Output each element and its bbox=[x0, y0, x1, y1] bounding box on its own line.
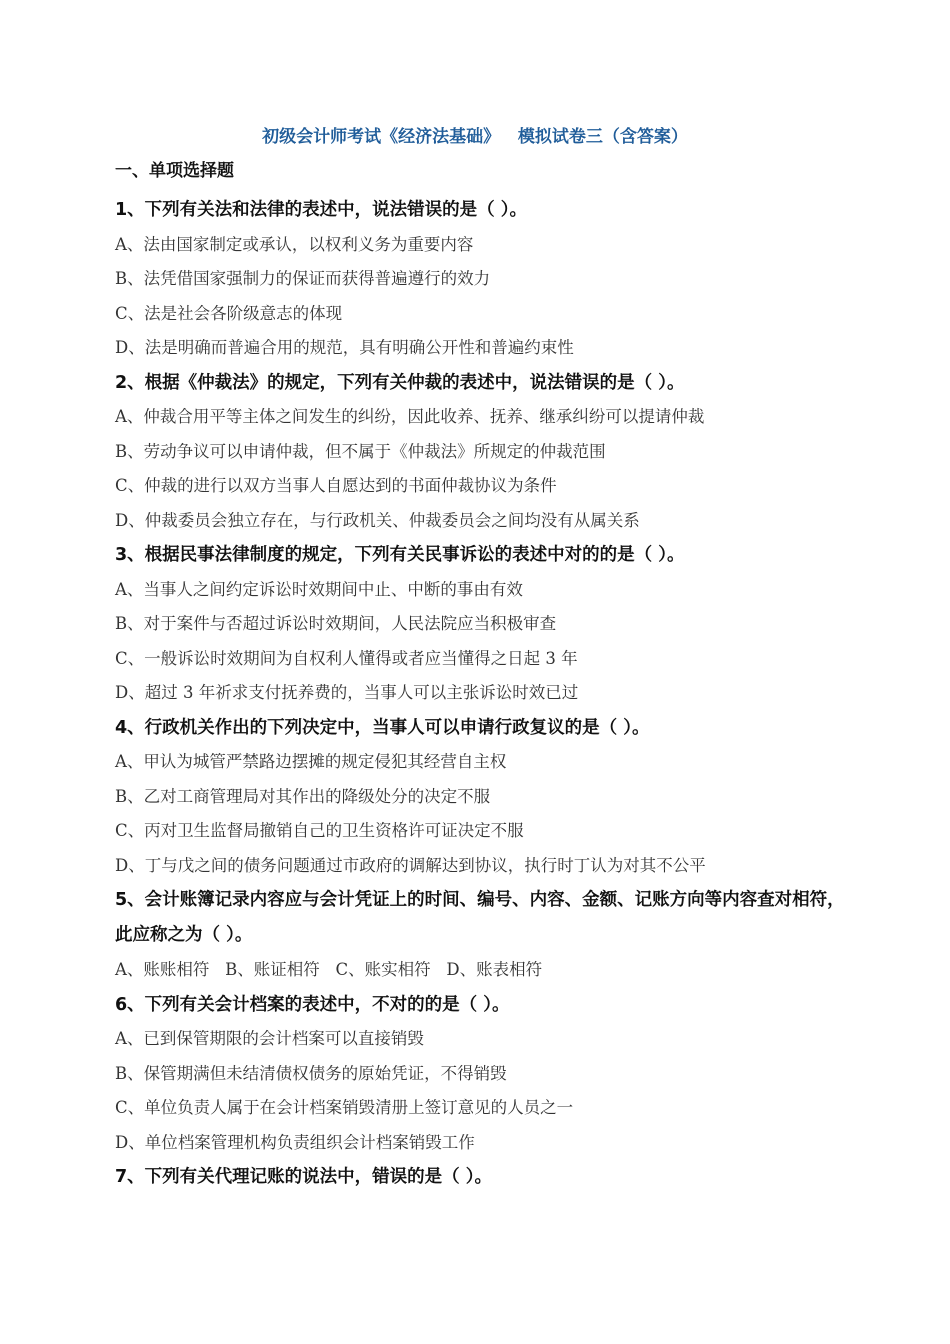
question-stem: 4、行政机关作出的下列决定中，当事人可以申请行政复议的是（ ）。 bbox=[115, 717, 650, 738]
question-option: B、对于案件与否超过诉讼时效期间，人民法院应当积极审查 bbox=[115, 614, 557, 633]
question-option: D、单位档案管理机构负责组织会计档案销毁工作 bbox=[115, 1132, 475, 1152]
question-option: B、法凭借国家强制力的保证而获得普遍遵行的效力 bbox=[115, 269, 491, 288]
question-option: C、丙对卫生监督局撤销自己的卫生资格许可证决定不服 bbox=[115, 821, 524, 840]
question-stem: 6、下列有关会计档案的表述中，不对的的是（ ）。 bbox=[115, 994, 510, 1015]
question-option: D、丁与戊之间的债务问题通过市政府的调解达到协议，执行时丁认为对其不公平 bbox=[115, 855, 706, 875]
question-option: D、超过 3 年祈求支付抚养费的，当事人可以主张诉讼时效已过 bbox=[115, 683, 579, 702]
question-option: A、法由国家制定或承认，以权利义务为重要内容 bbox=[115, 234, 474, 254]
question-stem: 5、会计账簿记录内容应与会计凭证上的时间、编号、内容、金额、记账方向等内容查对相符，此应称之为（ ）。 bbox=[115, 890, 845, 945]
question-option: A、当事人之间约定诉讼时效期间中止、中断的事由有效 bbox=[115, 579, 523, 599]
question-list bbox=[115, 193, 845, 1195]
question-option: C、一般诉讼时效期间为自权利人懂得或者应当懂得之日起 3 年 bbox=[115, 648, 578, 668]
question-option: A、已到保管期限的会计档案可以直接销毁 bbox=[115, 1029, 424, 1048]
question-option: A、账账相符 B、账证相符 C、账实相符 D、账表相符 bbox=[115, 960, 543, 979]
document-title: 初级会计师考试《经济法基础》 模拟试卷三（含答案） bbox=[262, 127, 688, 147]
question-stem: 7、下列有关代理记账的说法中，错误的是（ ）。 bbox=[115, 1167, 493, 1187]
question-option: C、单位负责人属于在会计档案销毁清册上签订意见的人员之一 bbox=[115, 1098, 574, 1117]
question-option: D、仲裁委员会独立存在，与行政机关、仲裁委员会之间均没有从属关系 bbox=[115, 510, 640, 530]
question-stem: 1、下列有关法和法律的表述中，说法错误的是（ ）。 bbox=[115, 200, 528, 220]
question-option: B、劳动争议可以申请仲裁，但不属于《仲裁法》所规定的仲裁范围 bbox=[115, 441, 606, 461]
question-option: D、法是明确而普遍合用的规范，具有明确公开性和普遍约束性 bbox=[115, 338, 574, 357]
question-option: C、法是社会各阶级意志的体现 bbox=[115, 303, 343, 323]
question-option: B、乙对工商管理局对其作出的降级处分的决定不服 bbox=[115, 786, 491, 806]
section-heading: 一、单项选择题 bbox=[115, 161, 234, 181]
question-option: C、仲裁的进行以双方当事人自愿达到的书面仲裁协议为条件 bbox=[115, 476, 557, 495]
question-option: A、甲认为城管严禁路边摆摊的规定侵犯其经营自主权 bbox=[115, 752, 507, 771]
question-stem: 2、根据《仲裁法》的规定，下列有关仲裁的表述中，说法错误的是（ ）。 bbox=[115, 372, 685, 393]
question-option: A、仲裁合用平等主体之间发生的纠纷，因此收养、抚养、继承纠纷可以提请仲裁 bbox=[115, 407, 705, 426]
question-stem: 3、根据民事法律制度的规定，下列有关民事诉讼的表述中对的的是（ ）。 bbox=[115, 545, 685, 565]
question-option: B、保管期满但未结清债权债务的原始凭证，不得销毁 bbox=[115, 1063, 507, 1083]
